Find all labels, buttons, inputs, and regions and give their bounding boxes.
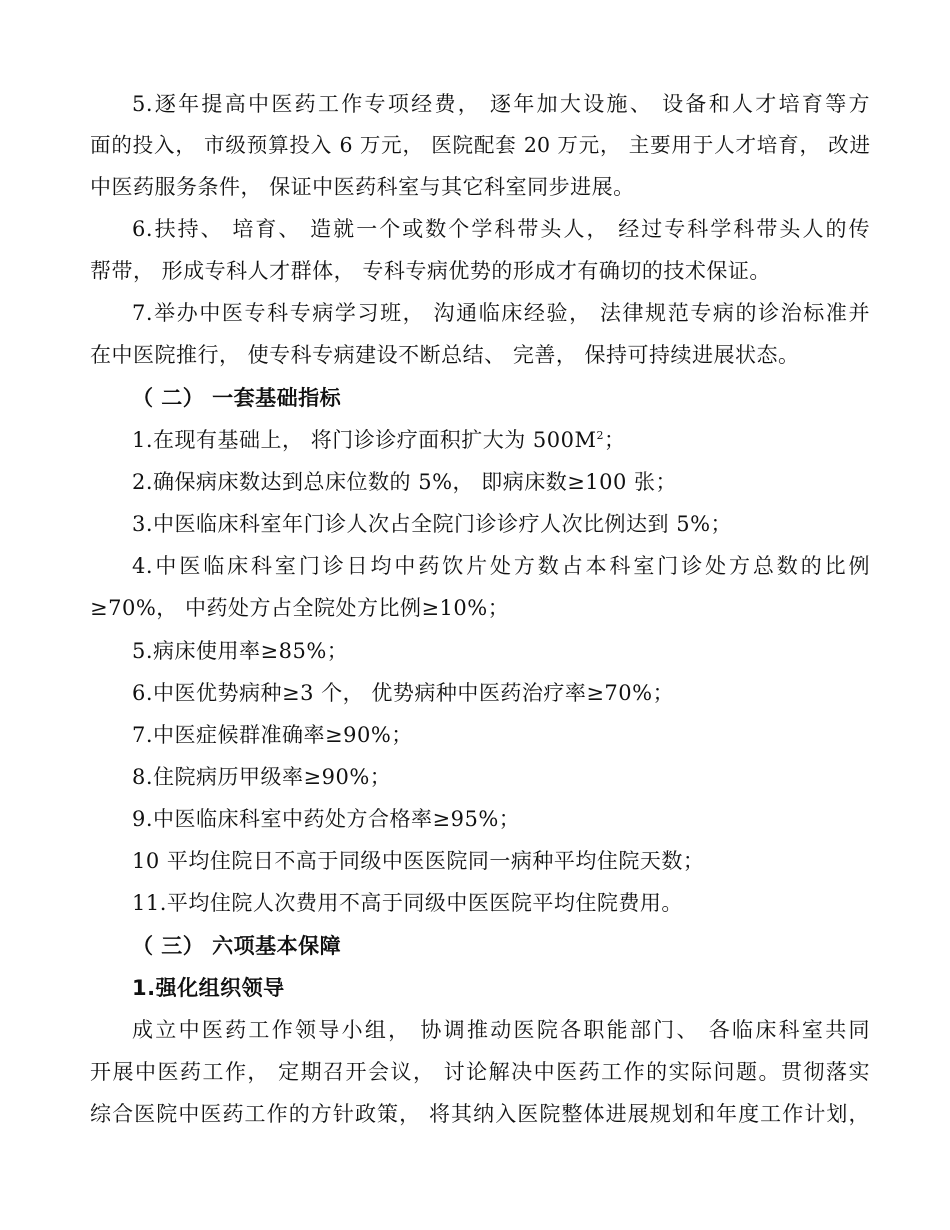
paragraph-6-line-1: 6.扶持、 培育、 造就一个或数个学科带头人， 经过专科学科带头人的传 [132, 217, 870, 241]
indicator-5: 5.病床使用率≥85%； [132, 639, 349, 663]
paragraph-5-line-2: 面的投入， 市级预算投入 6 万元， 医院配套 20 万元， 主要用于人才培育， 改进 [90, 133, 870, 157]
paragraph-6-line-2: 帮带， 形成专科人才群体， 专科专病优势的形成才有确切的技术保证。 [90, 259, 771, 283]
area-superscript: 2 [596, 429, 604, 442]
indicator-7: 7.中医症候群准确率≥90%； [132, 723, 413, 747]
organization-line-3: 综合医院中医药工作的方针政策， 将其纳入医院整体进展规划和年度工作计划， [90, 1102, 870, 1126]
indicator-9: 9.中医临床科室中药处方合格率≥95%； [132, 807, 521, 831]
indicator-10: 10 平均住院日不高于同级中医医院同一病种平均住院天数； [132, 849, 705, 873]
section-heading-guarantees: （ 三） 六项基本保障 [132, 934, 342, 958]
paragraph-7-line-2: 在中医院推行， 使专科专病建设不断总结、 完善， 保持可持续进展状态。 [90, 343, 800, 367]
paragraph-5-line-1: 5.逐年提高中医药工作专项经费， 逐年加大设施、 设备和人才培育等方 [132, 92, 870, 116]
indicator-1-text: 1.在现有基础上， 将门诊诊疗面积扩大为 500M [132, 428, 597, 452]
indicator-6: 6.中医优势病种≥3 个， 优势病种中医药治疗率≥70%； [132, 681, 675, 705]
indicator-1 [132, 425, 870, 455]
indicator-2: 2.确保病床数达到总床位数的 5%， 即病床数≥100 张； [132, 470, 678, 494]
organization-line-1: 成立中医药工作领导小组， 协调推动医院各职能部门、 各临床科室共同 [132, 1018, 870, 1042]
section-heading-indicators: （ 二） 一套基础指标 [132, 386, 342, 410]
subheading-organization: 1.强化组织领导 [132, 976, 285, 1000]
paragraph-5-line-3: 中医药服务条件， 保证中医药科室与其它科室同步进展。 [90, 175, 635, 199]
organization-line-2: 开展中医药工作， 定期召开会议， 讨论解决中医药工作的实际问题。贯彻落实 [90, 1060, 870, 1084]
indicator-11: 11.平均住院人次费用不高于同级中医医院平均住院费用。 [132, 891, 683, 915]
indicator-3: 3.中医临床科室年门诊人次占全院门诊诊疗人次比例达到 5%； [132, 512, 733, 536]
indicator-4-line-1: 4.中医临床科室门诊日均中药饮片处方数占本科室门诊处方总数的比例 [132, 554, 870, 578]
indicator-8: 8.住院病历甲级率≥90%； [132, 765, 392, 789]
indicator-1-tail: ； [603, 428, 626, 452]
indicator-4-line-2: ≥70%， 中药处方占全院处方比例≥10%； [90, 596, 510, 620]
paragraph-7-line-1: 7.举办中医专科专病学习班， 沟通临床经验， 法律规范专病的诊治标准并 [132, 301, 870, 325]
